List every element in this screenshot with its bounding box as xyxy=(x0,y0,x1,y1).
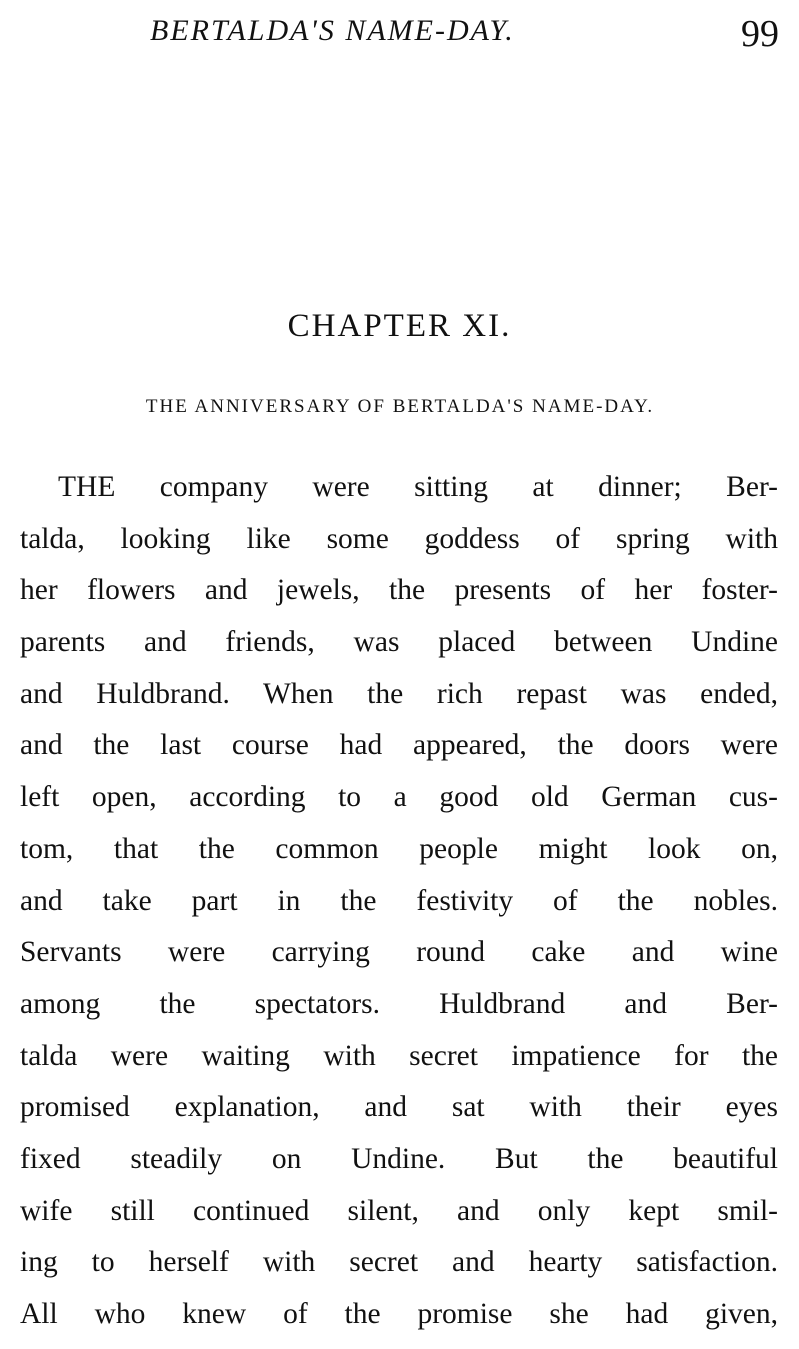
text-line-11: among the spectators. Huldbrand and Ber- xyxy=(20,987,778,1020)
chapter-subtitle: THE ANNIVERSARY OF BERTALDA'S NAME-DAY. xyxy=(145,396,655,417)
text-line-3: her flowers and jewels, the presents of her foster- xyxy=(20,574,778,607)
text-line-8: tom, that the common people might look on, xyxy=(20,832,778,865)
running-head: BERTALDA'S NAME-DAY. xyxy=(150,14,515,47)
text-line-12: talda were waiting with secret impatience for the xyxy=(20,1039,778,1072)
text-line-6: and the last course had appeared, the doors were xyxy=(20,729,778,762)
text-line-17: All who knew of the promise she had given, xyxy=(20,1298,778,1330)
text-line-15: wife still continued silent, and only kept smil- xyxy=(20,1194,778,1227)
paragraph xyxy=(20,462,778,1341)
page-number: 99 xyxy=(741,13,779,55)
text-line-2: talda, looking like some goddess of spring with xyxy=(20,522,778,555)
text-line-5: and Huldbrand. When the rich repast was ended, xyxy=(20,677,778,710)
chapter-title: CHAPTER XI. xyxy=(287,308,512,344)
text-line-13: promised explanation, and sat with their eyes xyxy=(20,1091,778,1124)
text-line-4: parents and friends, was placed between Undine xyxy=(20,626,778,659)
text-line-1: THE company were sitting at dinner; Ber- xyxy=(58,471,778,503)
text-line-14: fixed steadily on Undine. But the beautiful xyxy=(20,1142,778,1175)
text-line-10: Servants were carrying round cake and wine xyxy=(20,936,778,969)
text-line-16: ing to herself with secret and hearty satisfaction. xyxy=(20,1246,778,1279)
text-line-7: left open, according to a good old German cus- xyxy=(20,781,778,814)
text-line-9: and take part in the festivity of the nobles. xyxy=(20,884,778,917)
